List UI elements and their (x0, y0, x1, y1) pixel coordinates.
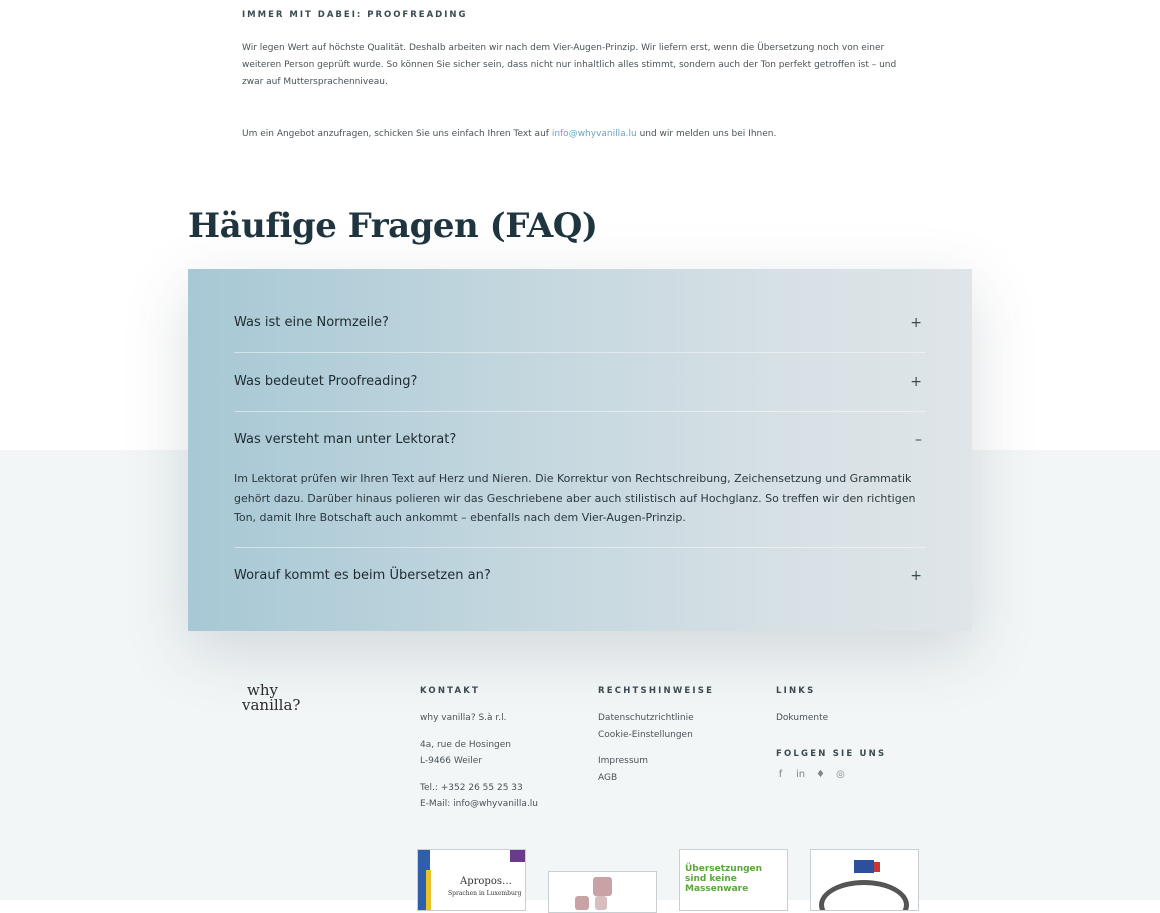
faq-item-normzeile[interactable] (234, 269, 926, 353)
badge-shape (593, 877, 612, 896)
logo-line-1: why (247, 681, 278, 699)
footer-email-link[interactable]: E-Mail: info@whyvanilla.lu (420, 799, 539, 809)
proofreading-paragraph: Wir legen Wert auf höchste Qualität. Deshalb arbeiten wir nach dem Vier-Augen-Prinzip. Wir liefern erst, wenn die Übersetzung noch von einer weiteren Person geprüft wurde. So können Sie sicher sein, dass nicht nur inhaltlich alles stimmt, sondern auch der Ton perfekt getroffen ist – und zwar auf Muttersprachenniveau. (242, 43, 897, 87)
badge-shape (575, 896, 589, 910)
apropos-subtitle: Sprachen in Luxemburg (448, 890, 522, 897)
plus-icon[interactable]: + (910, 315, 922, 331)
twitter-icon[interactable]: ♦ (816, 768, 825, 780)
partner-badge[interactable] (548, 871, 657, 913)
why-vanilla-logo[interactable] (242, 683, 322, 713)
phone-link[interactable]: Tel.: +352 26 55 25 33 (420, 782, 523, 793)
faq-accordion (188, 269, 972, 631)
agb-link[interactable]: AGB (598, 772, 618, 783)
ring-image (819, 880, 909, 911)
faq-question[interactable]: Was bedeutet Proofreading? (234, 374, 418, 389)
apropos-title: Apropos… (460, 876, 512, 887)
faq-title: Häufige Fragen (FAQ) (188, 206, 598, 247)
privacy-link[interactable]: Datenschutzrichtlinie (598, 713, 694, 723)
proofreading-heading: IMMER MIT DABEI: PROOFREADING (242, 10, 468, 20)
footer-contact-column (420, 686, 538, 813)
apropos-badge[interactable] (417, 849, 526, 911)
contact-heading: KONTAKT (420, 686, 481, 696)
links-heading: LINKS (776, 686, 816, 696)
address-city: L-9466 Weiler (420, 756, 483, 766)
facebook-icon[interactable]: f (778, 768, 783, 780)
massenware-text: Übersetzungen sind keine Massenware (685, 864, 763, 894)
quote-request-text (242, 126, 907, 143)
linkedin-icon[interactable]: in (796, 768, 806, 780)
address-street: 4a, rue de Hosingen (420, 739, 511, 750)
legal-heading: RECHTSHINWEISE (598, 686, 715, 696)
faq-question[interactable]: Was versteht man unter Lektorat? (234, 432, 457, 447)
instagram-icon[interactable]: ◎ (836, 768, 845, 780)
imprint-link[interactable]: Impressum (598, 756, 649, 766)
massenware-badge[interactable] (679, 849, 788, 911)
footer-legal-column (598, 686, 714, 786)
flag-accent (874, 862, 880, 872)
badge-shape (595, 896, 607, 910)
badge-corner (510, 850, 525, 862)
social-links (776, 769, 886, 780)
cookie-settings-link[interactable]: Cookie-Einstellungen (598, 729, 693, 740)
follow-heading: FOLGEN SIE UNS (776, 748, 887, 759)
plus-icon[interactable]: + (910, 568, 922, 584)
eu-flag-icon (854, 860, 874, 873)
faq-question[interactable]: Was ist eine Normzeile? (234, 315, 389, 330)
logo-line-2: vanilla? (242, 696, 301, 714)
faq-answer: Im Lektorat prüfen wir Ihren Text auf Herz und Nieren. Die Korrektur von Rechtschreibung, Zeichensetzung und Grammatik gehört dazu. Darüber hinaus polieren wir das Geschriebene aber auch stilistisch auf Hochglanz. So treffen wir den richtigen Ton, damit Ihre Botschaft auch ankommt – ebenfalls nach dem Vier-Augen-Prinzip. (234, 472, 916, 524)
company-name: why vanilla? S.à r.l. (420, 713, 507, 723)
email-link[interactable]: info@whyvanilla.lu (551, 129, 637, 139)
plus-icon[interactable]: + (910, 374, 922, 390)
faq-item-lektorat[interactable] (234, 412, 926, 548)
quote-request-after: und wir melden uns bei Ihnen. (636, 129, 777, 139)
quote-request-before: Um ein Angebot anzufragen, schicken Sie uns einfach Ihren Text auf (242, 129, 552, 139)
faq-question[interactable]: Worauf kommt es beim Übersetzen an? (234, 568, 491, 583)
footer-links-column (776, 686, 886, 780)
minus-icon[interactable]: – (915, 432, 922, 448)
faq-item-uebersetzen[interactable] (234, 548, 926, 631)
badge-stripe-yellow (426, 870, 431, 910)
faq-item-proofreading[interactable] (234, 353, 926, 412)
eu-badge[interactable] (810, 849, 919, 911)
documents-link[interactable]: Dokumente (776, 713, 829, 723)
